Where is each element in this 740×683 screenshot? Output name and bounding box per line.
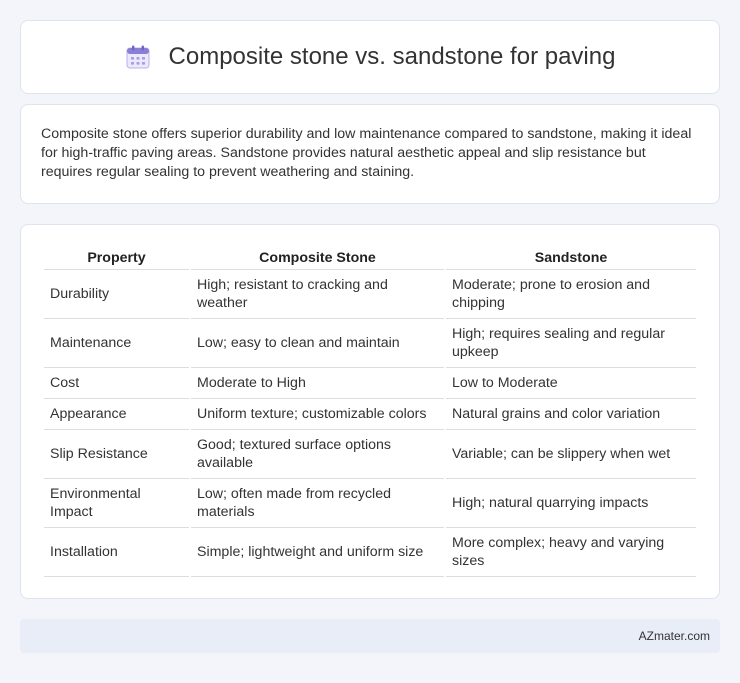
cell-sandstone: More complex; heavy and varying sizes	[446, 528, 696, 577]
table-row	[44, 528, 696, 577]
table-row	[44, 368, 696, 399]
header-sandstone: Sandstone	[446, 243, 696, 270]
cell-sandstone: High; requires sealing and regular upkeep	[446, 319, 696, 368]
header-property: Property	[44, 243, 189, 270]
comparison-table-card	[20, 224, 720, 599]
table-row	[44, 319, 696, 368]
cell-composite: High; resistant to cracking and weather	[191, 270, 444, 319]
cell-sandstone: High; natural quarrying impacts	[446, 479, 696, 528]
calendar-icon	[125, 44, 151, 70]
cell-sandstone: Natural grains and color variation	[446, 399, 696, 430]
cell-property: Maintenance	[44, 319, 189, 368]
table-row	[44, 270, 696, 319]
cell-composite: Good; textured surface options available	[191, 430, 444, 479]
cell-composite: Uniform texture; customizable colors	[191, 399, 444, 430]
footer	[20, 619, 720, 653]
cell-composite: Simple; lightweight and uniform size	[191, 528, 444, 577]
table-row	[44, 479, 696, 528]
footer-site-link[interactable]: AZmater.com	[638, 629, 710, 643]
cell-property: Slip Resistance	[44, 430, 189, 479]
summary-text: Composite stone offers superior durability and low maintenance compared to sandstone, making it ideal for high-traffic paving areas. Sandstone provides natural aesthetic appeal and slip resistance but requires regular sealing to prevent weathering and staining.	[41, 126, 692, 180]
cell-property: Durability	[44, 270, 189, 319]
cell-sandstone: Moderate; prone to erosion and chipping	[446, 270, 696, 319]
cell-property: Environmental Impact	[44, 479, 189, 528]
header-card	[20, 20, 720, 94]
title-wrap	[125, 43, 616, 71]
summary-card	[20, 104, 720, 204]
cell-sandstone: Variable; can be slippery when wet	[446, 430, 696, 479]
cell-composite: Low; often made from recycled materials	[191, 479, 444, 528]
table-header-row	[44, 243, 696, 270]
cell-property: Cost	[44, 368, 189, 399]
cell-property: Appearance	[44, 399, 189, 430]
table-row	[44, 399, 696, 430]
cell-composite: Low; easy to clean and maintain	[191, 319, 444, 368]
cell-composite: Moderate to High	[191, 368, 444, 399]
cell-property: Installation	[44, 528, 189, 577]
cell-sandstone: Low to Moderate	[446, 368, 696, 399]
table-row	[44, 430, 696, 479]
header-composite-stone: Composite Stone	[191, 243, 444, 270]
comparison-table	[42, 243, 698, 577]
page-title: Composite stone vs. sandstone for paving	[168, 43, 616, 70]
